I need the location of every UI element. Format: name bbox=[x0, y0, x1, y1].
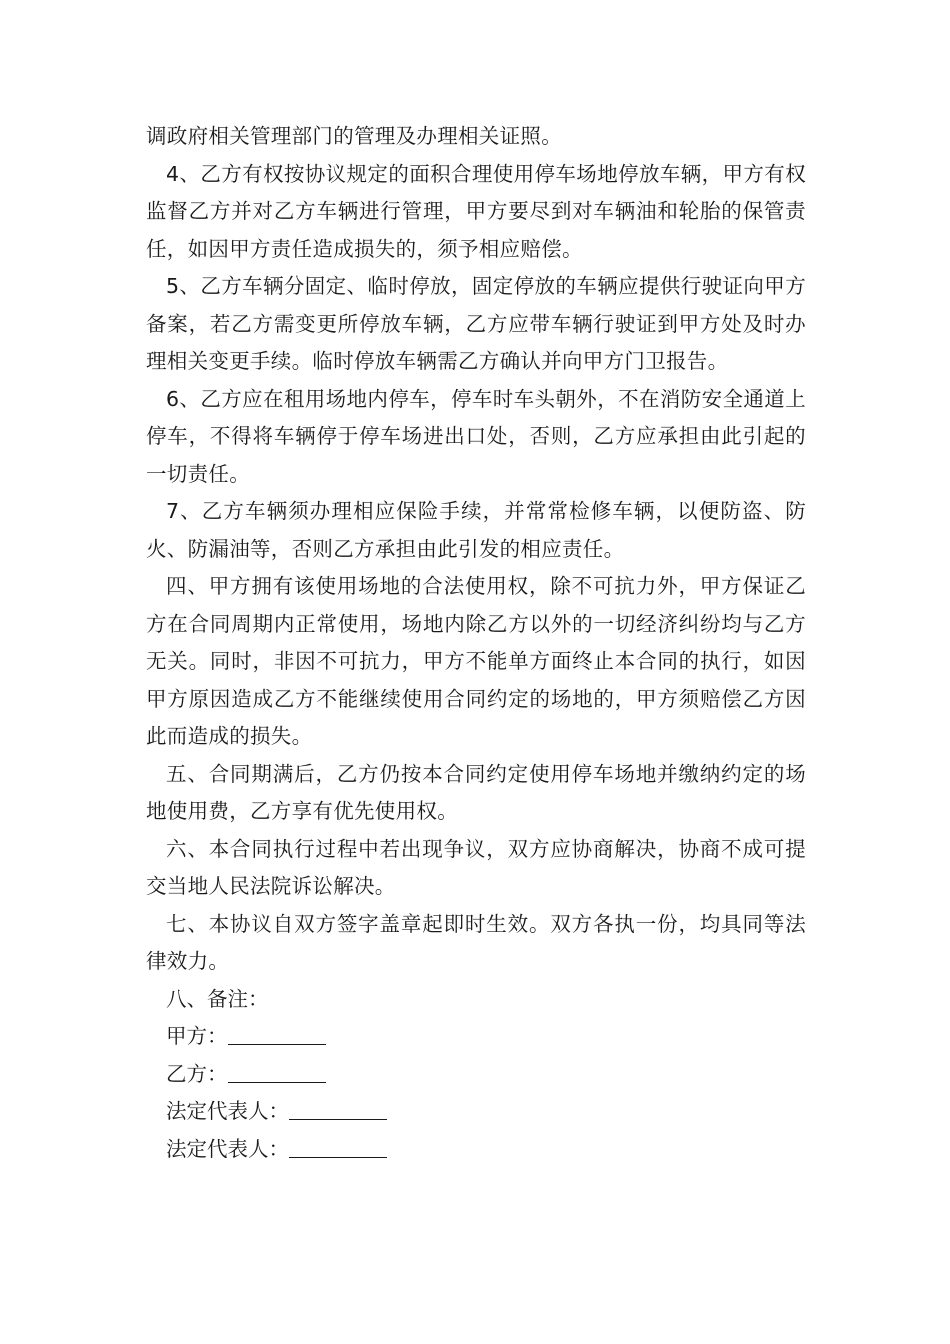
clause-4: 4、乙方有权按协议规定的面积合理使用停车场地停放车辆，甲方有权监督乙方并对乙方车辆进行管理，甲方要尽到对车辆油和轮胎的保管责任，如因甲方责任造成损失的，须予相应赔偿。 bbox=[146, 161, 806, 261]
signature-field-legal-rep-a bbox=[146, 1093, 806, 1131]
section-4: 四、甲方拥有该使用场地的合法使用权，除不可抗力外，甲方保证乙方在合同周期内正常使用，场地内除乙方以外的一切经济纠纷均与乙方无关。同时，非因不可抗力，甲方不能单方面终止本合同的执行，如因甲方原因造成乙方不能继续使用合同约定的场地的，甲方须赔偿乙方因此而造成的损失。 bbox=[146, 574, 806, 748]
signature-field-party-b bbox=[146, 1056, 806, 1094]
signature-field-party-a bbox=[146, 1018, 806, 1056]
signature-blank-line[interactable] bbox=[228, 1062, 326, 1083]
signature-label: 甲方： bbox=[166, 1024, 228, 1048]
section-5: 五、合同期满后，乙方仍按本合同约定使用停车场地并缴纳约定的场地使用费，乙方享有优先使用权。 bbox=[146, 761, 806, 823]
document-body bbox=[146, 118, 806, 1168]
signature-label: 法定代表人： bbox=[166, 1099, 289, 1123]
signature-field-legal-rep-b bbox=[146, 1131, 806, 1169]
paragraph-continuation: 调政府相关管理部门的管理及办理相关证照。 bbox=[146, 124, 562, 148]
signature-blank-line[interactable] bbox=[289, 1099, 387, 1120]
signature-blank-line[interactable] bbox=[228, 1024, 326, 1045]
clause-5: 5、乙方车辆分固定、临时停放，固定停放的车辆应提供行驶证向甲方备案，若乙方需变更所停放车辆，乙方应带车辆行驶证到甲方处及时办理相关变更手续。临时停放车辆需乙方确认并向甲方门卫报告。 bbox=[146, 274, 806, 373]
section-6: 六、本合同执行过程中若出现争议，双方应协商解决，协商不成可提交当地人民法院诉讼解决。 bbox=[146, 836, 806, 898]
signature-label: 乙方： bbox=[166, 1061, 228, 1086]
clause-7: 7、乙方车辆须办理相应保险手续，并常常检修车辆，以便防盗、防火、防漏油等，否则乙方承担由此引发的相应责任。 bbox=[146, 499, 806, 561]
section-7: 七、本协议自双方签字盖章起即时生效。双方各执一份，均具同等法律效力。 bbox=[146, 911, 806, 973]
clause-6: 6、乙方应在租用场地内停车，停车时车头朝外，不在消防安全通道上停车，不得将车辆停于停车场进出口处，否则，乙方应承担由此引起的一切责任。 bbox=[146, 386, 806, 486]
signature-blank-line[interactable] bbox=[289, 1137, 387, 1158]
signature-label: 法定代表人： bbox=[166, 1136, 289, 1161]
remarks-heading: 八、备注： bbox=[166, 986, 269, 1011]
